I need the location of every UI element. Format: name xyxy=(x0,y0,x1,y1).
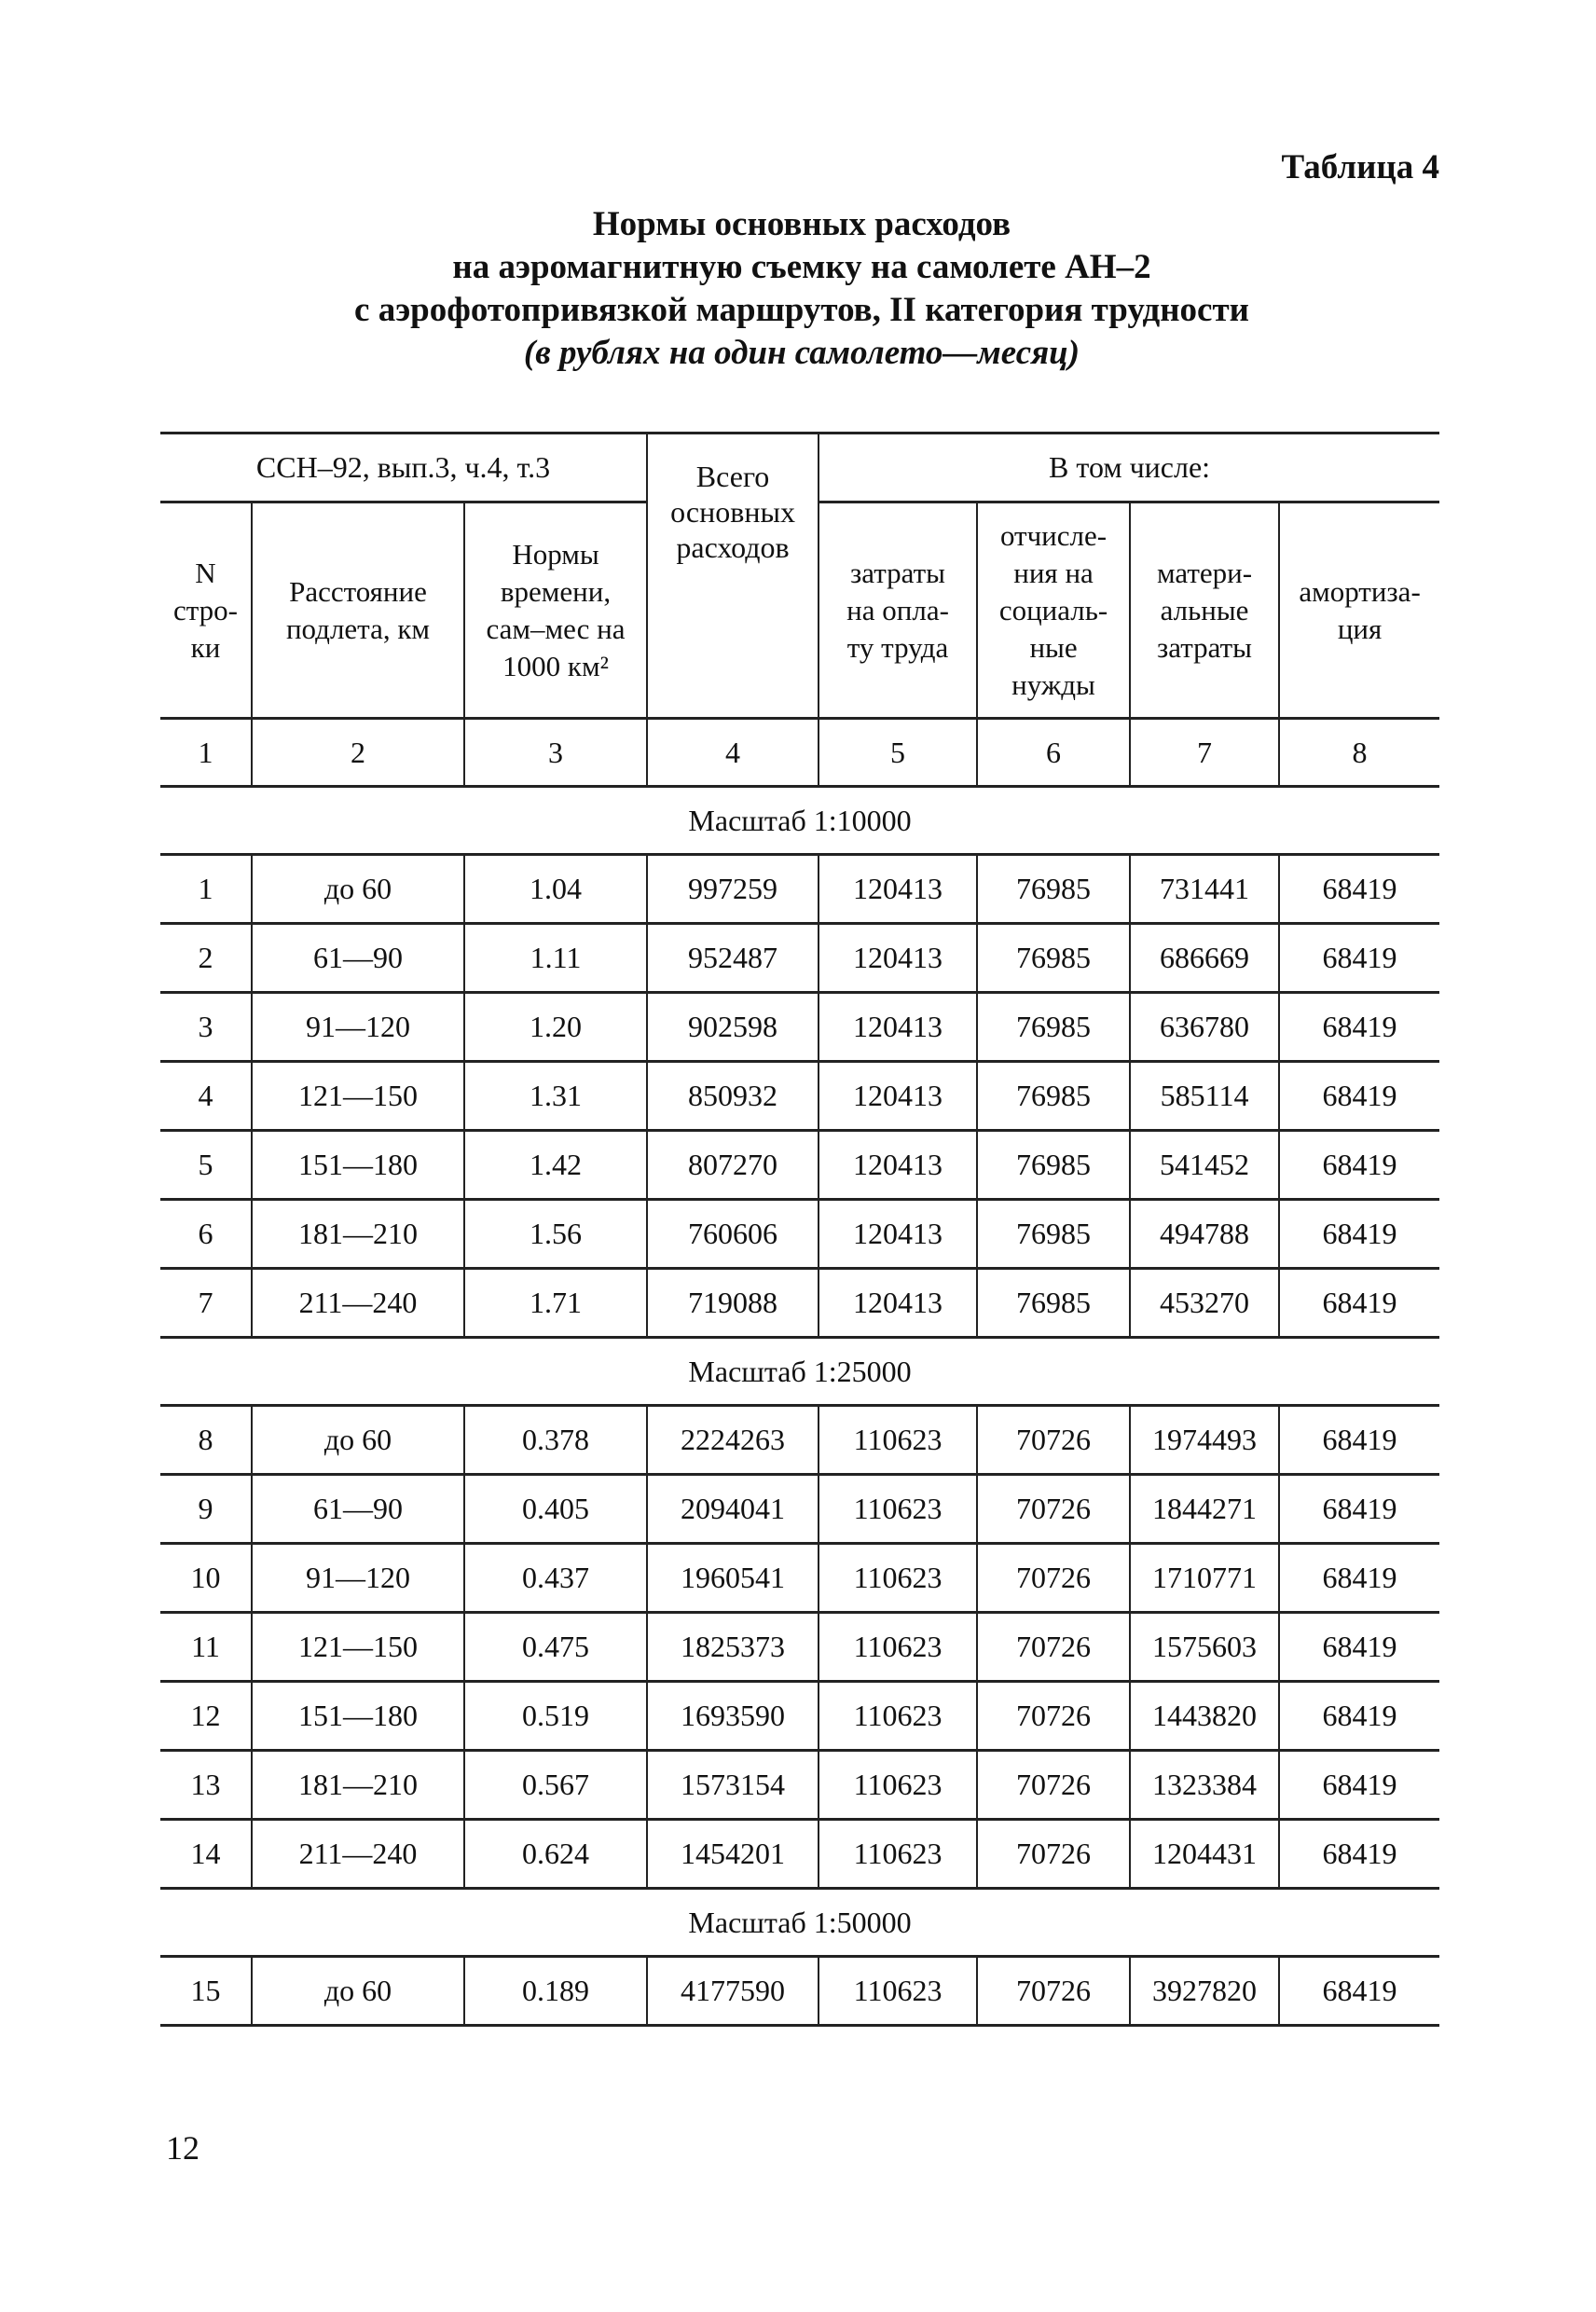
cell-social-deductions: 76985 xyxy=(977,993,1130,1062)
norms-table xyxy=(160,432,1439,2027)
cell-time-norm: 0.567 xyxy=(464,1751,647,1820)
cell-social-deductions: 76985 xyxy=(977,924,1130,993)
cell-time-norm: 1.20 xyxy=(464,993,647,1062)
cell-material-costs: 453270 xyxy=(1130,1269,1279,1338)
cell-row-number: 9 xyxy=(160,1475,252,1544)
title-line-1: Нормы основных расходов xyxy=(592,205,1011,243)
column-number: 1 xyxy=(160,719,252,787)
cell-material-costs: 1443820 xyxy=(1130,1682,1279,1751)
cell-distance: 61—90 xyxy=(252,924,464,993)
cell-labor-costs: 110623 xyxy=(819,1544,977,1613)
cell-material-costs: 494788 xyxy=(1130,1200,1279,1269)
cell-distance: 151—180 xyxy=(252,1131,464,1200)
cell-time-norm: 1.31 xyxy=(464,1062,647,1131)
cell-time-norm: 0.189 xyxy=(464,1957,647,2026)
header-material-costs: матери- альные затраты xyxy=(1130,502,1279,719)
table-row xyxy=(160,1062,1439,1131)
page-number: 12 xyxy=(166,2129,200,2167)
section-title: Масштаб 1:10000 xyxy=(160,787,1439,855)
cell-time-norm: 0.624 xyxy=(464,1820,647,1889)
cell-total-costs: 850932 xyxy=(647,1062,819,1131)
column-number: 8 xyxy=(1279,719,1439,787)
column-number: 5 xyxy=(819,719,977,787)
cell-material-costs: 3927820 xyxy=(1130,1957,1279,2026)
cell-time-norm: 0.437 xyxy=(464,1544,647,1613)
cell-time-norm: 0.405 xyxy=(464,1475,647,1544)
cell-time-norm: 0.475 xyxy=(464,1613,647,1682)
cell-depreciation: 68419 xyxy=(1279,1062,1439,1131)
cell-labor-costs: 120413 xyxy=(819,1062,977,1131)
cell-row-number: 2 xyxy=(160,924,252,993)
cell-total-costs: 760606 xyxy=(647,1200,819,1269)
header-group-ssn: ССН–92, вып.3, ч.4, т.3 xyxy=(160,434,647,502)
cell-material-costs: 1844271 xyxy=(1130,1475,1279,1544)
cell-material-costs: 585114 xyxy=(1130,1062,1279,1131)
cell-depreciation: 68419 xyxy=(1279,1406,1439,1475)
table-row xyxy=(160,1957,1439,2026)
cell-labor-costs: 110623 xyxy=(819,1820,977,1889)
table-row xyxy=(160,993,1439,1062)
cell-time-norm: 1.71 xyxy=(464,1269,647,1338)
table-row xyxy=(160,924,1439,993)
cell-labor-costs: 110623 xyxy=(819,1682,977,1751)
cell-material-costs: 1323384 xyxy=(1130,1751,1279,1820)
cell-labor-costs: 110623 xyxy=(819,1957,977,2026)
cell-time-norm: 1.11 xyxy=(464,924,647,993)
title-line-2: на аэромагнитную съемку на самолете АН–2 xyxy=(452,248,1151,286)
header-total: Всего основных расходов xyxy=(647,434,819,719)
cell-total-costs: 2094041 xyxy=(647,1475,819,1544)
cell-social-deductions: 70726 xyxy=(977,1613,1130,1682)
cell-time-norm: 1.42 xyxy=(464,1131,647,1200)
column-numbers-row xyxy=(160,719,1439,787)
cell-distance: 91—120 xyxy=(252,993,464,1062)
cell-depreciation: 68419 xyxy=(1279,1682,1439,1751)
cell-social-deductions: 70726 xyxy=(977,1682,1130,1751)
section-row xyxy=(160,787,1439,855)
column-number: 6 xyxy=(977,719,1130,787)
cell-total-costs: 1960541 xyxy=(647,1544,819,1613)
cell-row-number: 12 xyxy=(160,1682,252,1751)
cell-row-number: 10 xyxy=(160,1544,252,1613)
cell-depreciation: 68419 xyxy=(1279,1820,1439,1889)
table-body xyxy=(160,787,1439,2026)
cell-depreciation: 68419 xyxy=(1279,1131,1439,1200)
cell-material-costs: 1710771 xyxy=(1130,1544,1279,1613)
cell-depreciation: 68419 xyxy=(1279,1613,1439,1682)
table-row xyxy=(160,1406,1439,1475)
table-header xyxy=(160,434,1439,787)
cell-labor-costs: 110623 xyxy=(819,1751,977,1820)
section-row xyxy=(160,1338,1439,1406)
table-row xyxy=(160,1820,1439,1889)
cell-total-costs: 997259 xyxy=(647,855,819,924)
cell-labor-costs: 110623 xyxy=(819,1613,977,1682)
table-row xyxy=(160,1682,1439,1751)
table-title xyxy=(261,203,1342,375)
cell-social-deductions: 76985 xyxy=(977,1062,1130,1131)
cell-social-deductions: 76985 xyxy=(977,1269,1130,1338)
header-distance: Расстояние подлета, км xyxy=(252,502,464,719)
cell-material-costs: 686669 xyxy=(1130,924,1279,993)
column-number: 3 xyxy=(464,719,647,787)
cell-row-number: 6 xyxy=(160,1200,252,1269)
cell-distance: 211—240 xyxy=(252,1820,464,1889)
cell-row-number: 14 xyxy=(160,1820,252,1889)
cell-total-costs: 1825373 xyxy=(647,1613,819,1682)
cell-distance: 61—90 xyxy=(252,1475,464,1544)
header-labor-costs: затраты на опла- ту труда xyxy=(819,502,977,719)
cell-material-costs: 731441 xyxy=(1130,855,1279,924)
cell-row-number: 8 xyxy=(160,1406,252,1475)
table-row xyxy=(160,1613,1439,1682)
cell-labor-costs: 120413 xyxy=(819,855,977,924)
title-line-3: с аэрофотопривязкой маршрутов, II категория трудности xyxy=(354,291,1249,329)
cell-distance: до 60 xyxy=(252,855,464,924)
cell-social-deductions: 70726 xyxy=(977,1820,1130,1889)
table-label: Таблица 4 xyxy=(1281,148,1439,186)
cell-labor-costs: 110623 xyxy=(819,1406,977,1475)
table-row xyxy=(160,1544,1439,1613)
cell-depreciation: 68419 xyxy=(1279,1475,1439,1544)
cell-distance: 211—240 xyxy=(252,1269,464,1338)
cell-row-number: 3 xyxy=(160,993,252,1062)
cell-social-deductions: 76985 xyxy=(977,855,1130,924)
cell-row-number: 11 xyxy=(160,1613,252,1682)
cell-total-costs: 952487 xyxy=(647,924,819,993)
cell-labor-costs: 110623 xyxy=(819,1475,977,1544)
table-row xyxy=(160,855,1439,924)
section-row xyxy=(160,1889,1439,1957)
cell-total-costs: 807270 xyxy=(647,1131,819,1200)
cell-distance: 151—180 xyxy=(252,1682,464,1751)
cell-depreciation: 68419 xyxy=(1279,993,1439,1062)
cell-row-number: 1 xyxy=(160,855,252,924)
cell-social-deductions: 70726 xyxy=(977,1475,1130,1544)
table-row xyxy=(160,1475,1439,1544)
header-group-including: В том числе: xyxy=(819,434,1439,502)
cell-material-costs: 541452 xyxy=(1130,1131,1279,1200)
column-number: 2 xyxy=(252,719,464,787)
cell-depreciation: 68419 xyxy=(1279,1751,1439,1820)
cell-row-number: 15 xyxy=(160,1957,252,2026)
cell-total-costs: 1454201 xyxy=(647,1820,819,1889)
cell-depreciation: 68419 xyxy=(1279,1957,1439,2026)
section-title: Масштаб 1:50000 xyxy=(160,1889,1439,1957)
cell-social-deductions: 70726 xyxy=(977,1544,1130,1613)
column-number: 4 xyxy=(647,719,819,787)
table-row xyxy=(160,1131,1439,1200)
cell-row-number: 7 xyxy=(160,1269,252,1338)
cell-row-number: 5 xyxy=(160,1131,252,1200)
cell-labor-costs: 120413 xyxy=(819,1131,977,1200)
header-time-norms: Нормы времени, сам–мес на 1000 км² xyxy=(464,502,647,719)
cell-social-deductions: 76985 xyxy=(977,1131,1130,1200)
cell-depreciation: 68419 xyxy=(1279,1269,1439,1338)
cell-labor-costs: 120413 xyxy=(819,924,977,993)
cell-total-costs: 1693590 xyxy=(647,1682,819,1751)
cell-total-costs: 902598 xyxy=(647,993,819,1062)
table-row xyxy=(160,1200,1439,1269)
header-depreciation: амортиза- ция xyxy=(1279,502,1439,719)
table-row xyxy=(160,1751,1439,1820)
cell-total-costs: 2224263 xyxy=(647,1406,819,1475)
cell-row-number: 4 xyxy=(160,1062,252,1131)
cell-distance: 181—210 xyxy=(252,1200,464,1269)
cell-distance: до 60 xyxy=(252,1406,464,1475)
cell-material-costs: 1204431 xyxy=(1130,1820,1279,1889)
header-social-deductions: отчисле- ния на социаль- ные нужды xyxy=(977,502,1130,719)
cell-time-norm: 1.56 xyxy=(464,1200,647,1269)
cell-material-costs: 1575603 xyxy=(1130,1613,1279,1682)
cell-labor-costs: 120413 xyxy=(819,993,977,1062)
cell-depreciation: 68419 xyxy=(1279,855,1439,924)
cell-time-norm: 1.04 xyxy=(464,855,647,924)
cell-depreciation: 68419 xyxy=(1279,1200,1439,1269)
cell-social-deductions: 70726 xyxy=(977,1406,1130,1475)
column-number: 7 xyxy=(1130,719,1279,787)
cell-time-norm: 0.378 xyxy=(464,1406,647,1475)
cell-depreciation: 68419 xyxy=(1279,924,1439,993)
cell-row-number: 13 xyxy=(160,1751,252,1820)
cell-distance: 121—150 xyxy=(252,1062,464,1131)
cell-social-deductions: 76985 xyxy=(977,1200,1130,1269)
cell-total-costs: 1573154 xyxy=(647,1751,819,1820)
cell-distance: 181—210 xyxy=(252,1751,464,1820)
cell-distance: 121—150 xyxy=(252,1613,464,1682)
cell-total-costs: 4177590 xyxy=(647,1957,819,2026)
table-row xyxy=(160,1269,1439,1338)
section-title: Масштаб 1:25000 xyxy=(160,1338,1439,1406)
cell-total-costs: 719088 xyxy=(647,1269,819,1338)
cell-social-deductions: 70726 xyxy=(977,1751,1130,1820)
title-line-4: (в рублях на один самолето—месяц) xyxy=(523,334,1080,372)
header-row-number: N стро- ки xyxy=(160,502,252,719)
cell-labor-costs: 120413 xyxy=(819,1200,977,1269)
cell-material-costs: 636780 xyxy=(1130,993,1279,1062)
cell-material-costs: 1974493 xyxy=(1130,1406,1279,1475)
cell-distance: 91—120 xyxy=(252,1544,464,1613)
cell-depreciation: 68419 xyxy=(1279,1544,1439,1613)
cell-labor-costs: 120413 xyxy=(819,1269,977,1338)
cell-social-deductions: 70726 xyxy=(977,1957,1130,2026)
cell-distance: до 60 xyxy=(252,1957,464,2026)
cell-time-norm: 0.519 xyxy=(464,1682,647,1751)
